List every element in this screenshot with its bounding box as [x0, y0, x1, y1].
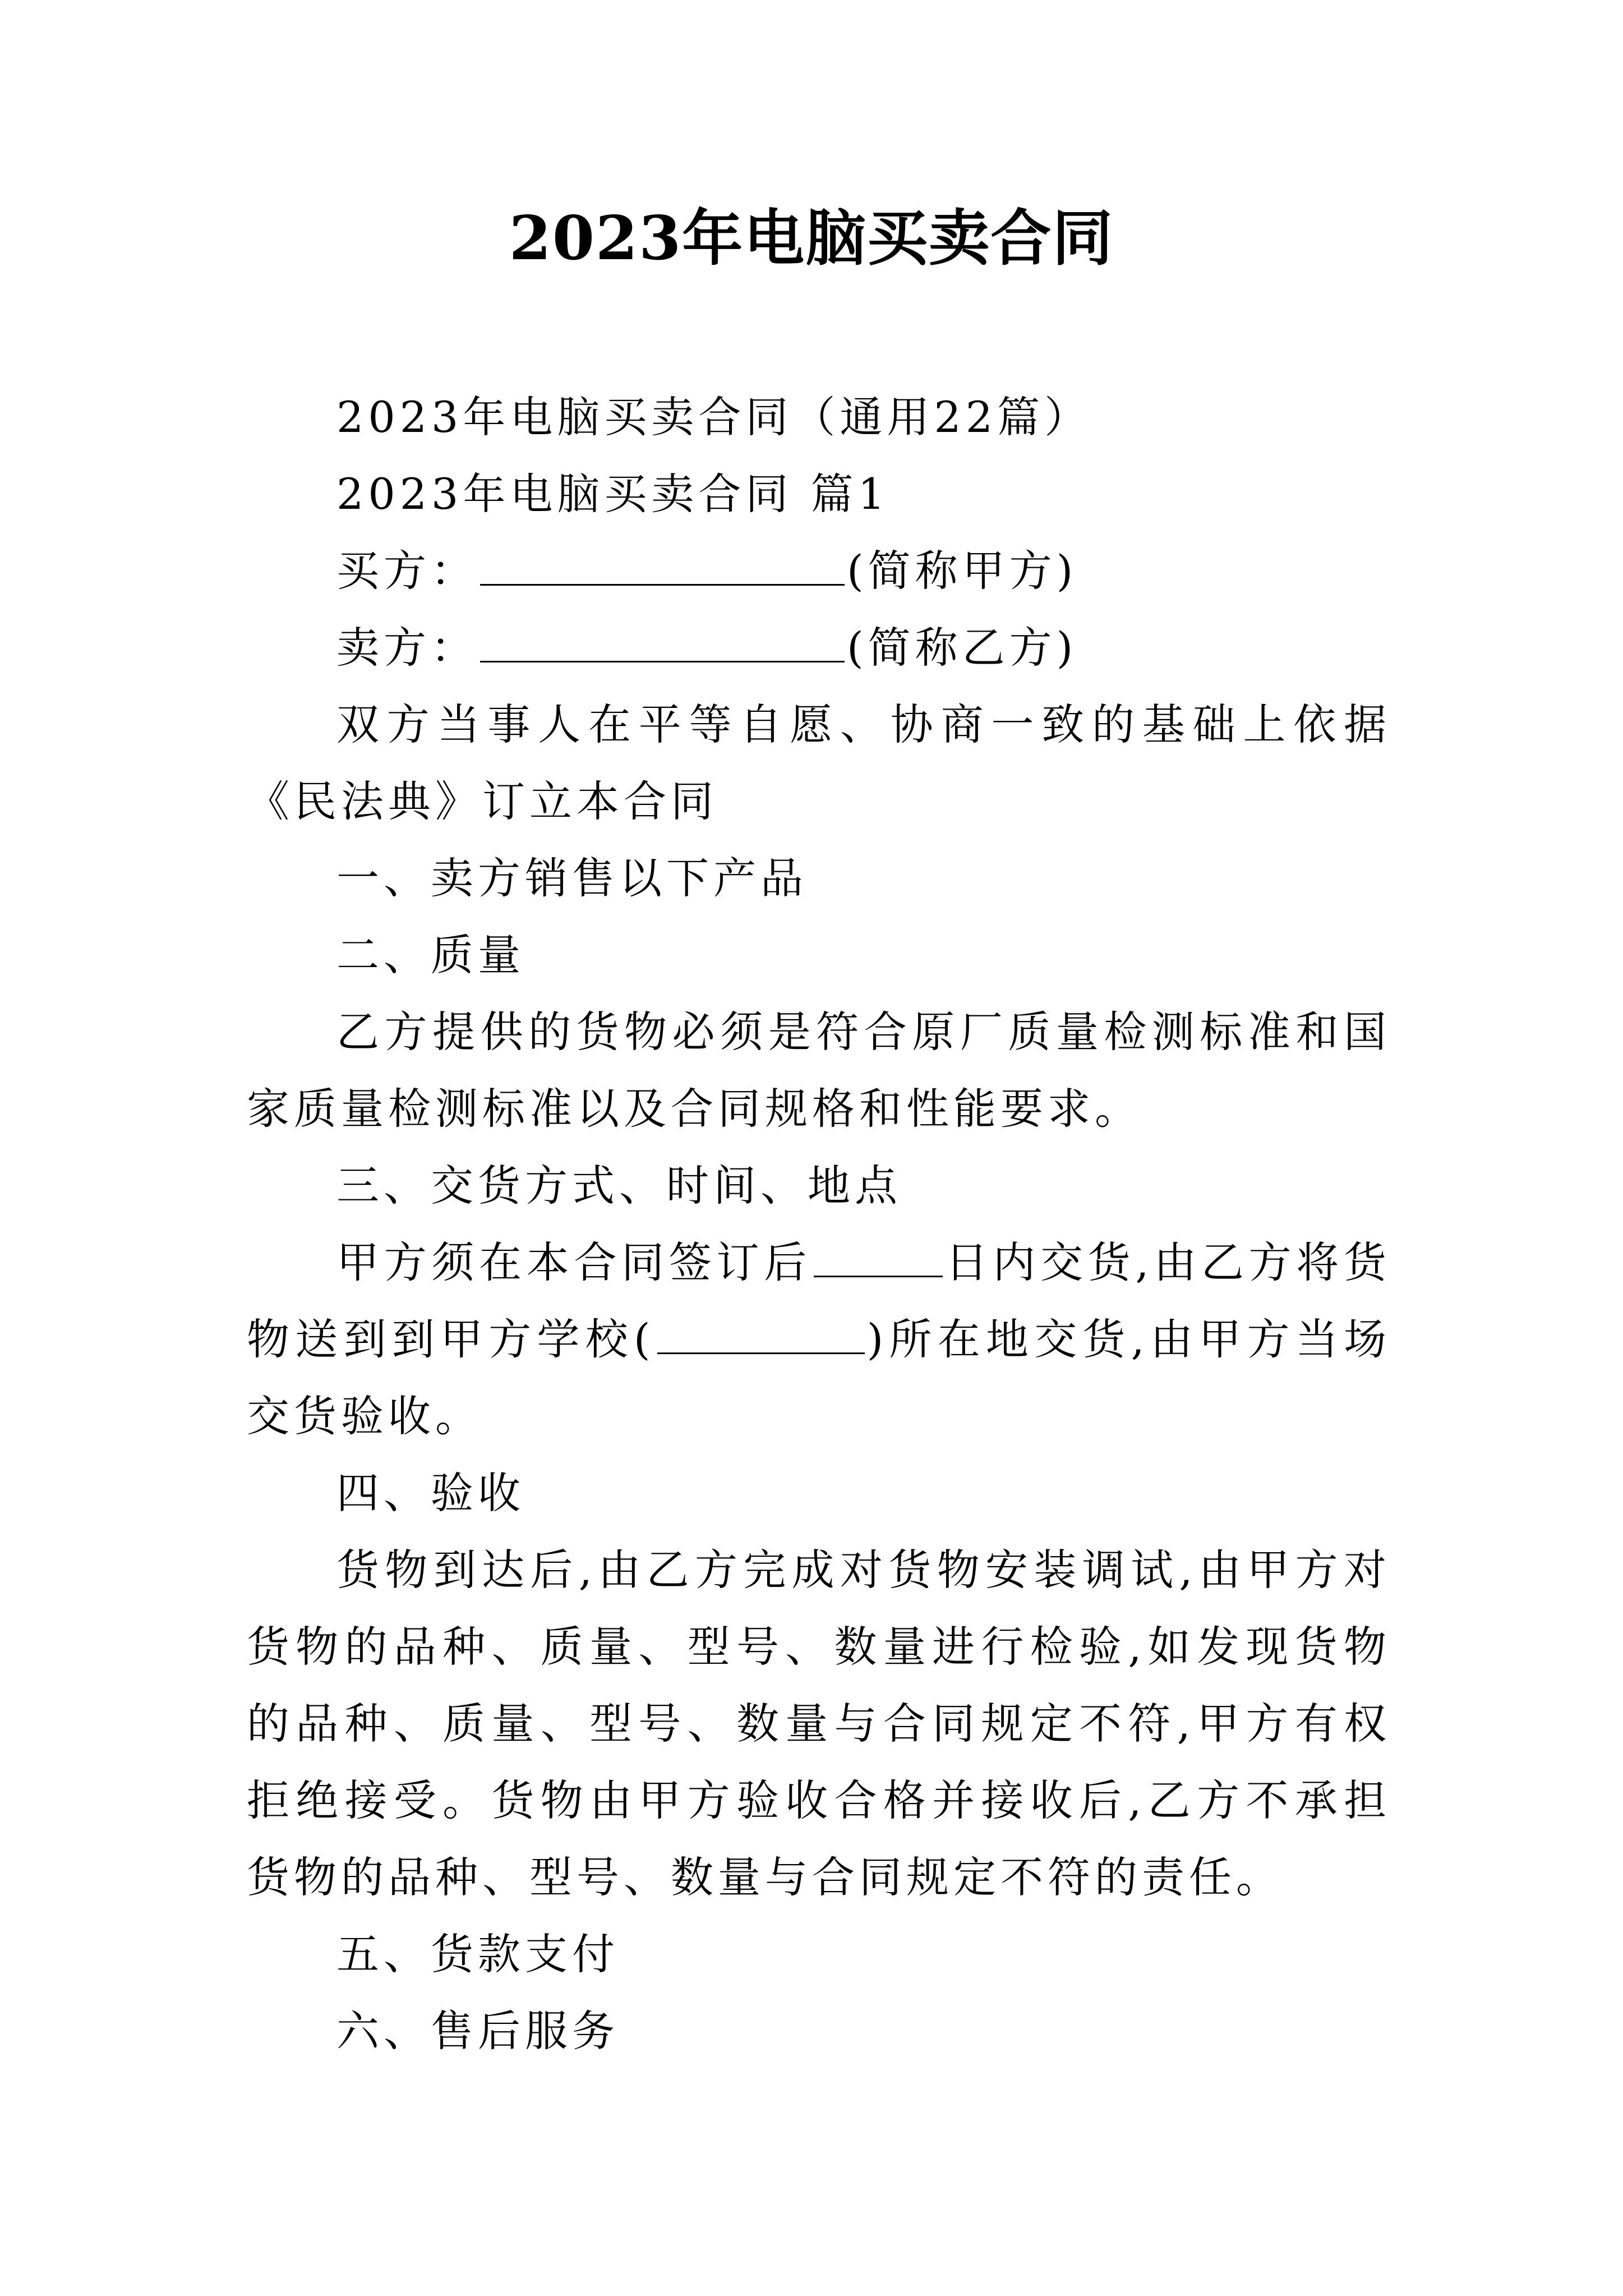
- acceptance-paragraph: 货物到达后,由乙方完成对货物安装调试,由甲方对货物的品种、质量、型号、数量进行检验,如发现货物的品种、质量、型号、数量与合同规定不符,甲方有权拒绝接受。货物由甲方验收合格并接收后,乙方不承担货物的品种、型号、数量与合同规定不符的责任。: [247, 1545, 1391, 1902]
- buyer-label: 买方：: [336, 546, 478, 596]
- section-5-heading: 五、货款支付: [336, 1929, 619, 1979]
- document-title: 2023年电脑买卖合同: [509, 203, 1114, 274]
- buyer-suffix: (简称甲方): [847, 546, 1078, 596]
- delivery-days-blank: [814, 1241, 943, 1277]
- quality-paragraph: 乙方提供的货物必须是符合原厂质量检测标准和国家质量检测标准以及合同规格和性能要求。: [247, 1007, 1391, 1134]
- delivery-text-1: 甲方须在本合同签订后: [336, 1237, 811, 1287]
- section-1-heading: 一、卖方销售以下产品: [336, 853, 808, 903]
- seller-label: 卖方：: [336, 623, 478, 673]
- delivery-paragraph: [247, 1224, 1391, 1455]
- section-6-heading: 六、售后服务: [336, 2006, 619, 2056]
- section-2-heading: 二、质量: [336, 930, 525, 980]
- seller-suffix: (简称乙方): [847, 623, 1078, 673]
- intro-paragraph: 双方当事人在平等自愿、协商一致的基础上依据《民法典》订立本合同: [247, 700, 1391, 826]
- delivery-text-2: 日内交货,由乙方将货物送到到甲方学校(: [247, 1237, 1391, 1364]
- seller-line: [247, 609, 1391, 686]
- buyer-line: [247, 532, 1391, 609]
- seller-blank: [480, 626, 845, 662]
- school-blank: [657, 1318, 865, 1354]
- part-heading: 2023年电脑买卖合同 篇1: [336, 469, 889, 519]
- subtitle: 2023年电脑买卖合同（通用22篇）: [336, 392, 1092, 442]
- section-3-heading: 三、交货方式、时间、地点: [336, 1161, 902, 1211]
- document-body: [247, 379, 1391, 2069]
- section-4-heading: 四、验收: [336, 1468, 525, 1518]
- buyer-blank: [480, 549, 845, 586]
- delivery-text-3: )所在地交货,由甲方当场交货验收。: [247, 1314, 1391, 1441]
